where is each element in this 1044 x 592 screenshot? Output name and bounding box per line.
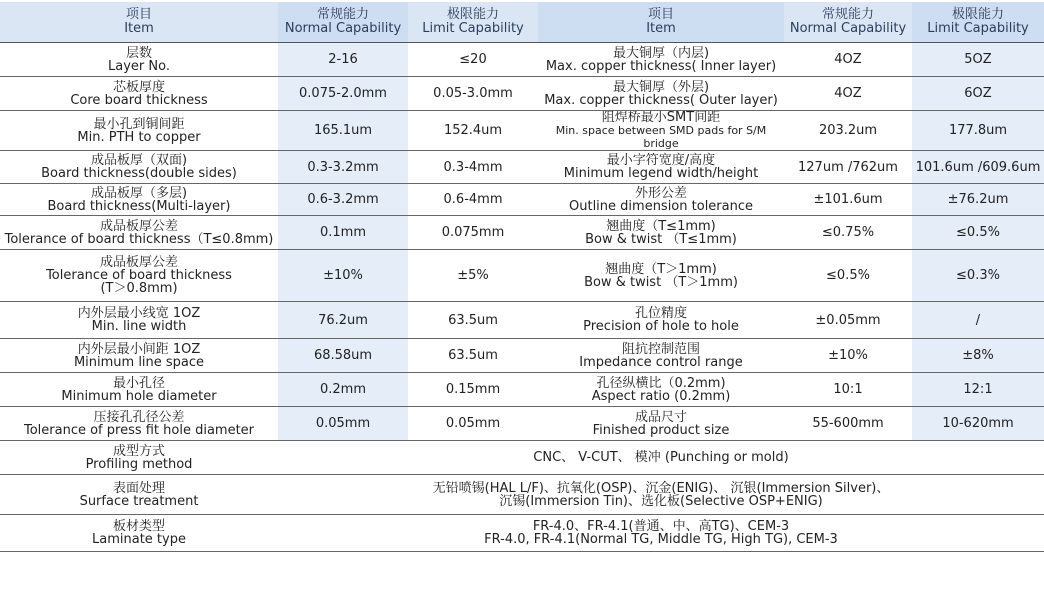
limit-value: 63.5um <box>408 339 538 373</box>
item-cell: 成品板厚（双面) Board thickness(double sides) <box>0 151 278 184</box>
normal-value: 2-16 <box>278 43 408 77</box>
item-cell: 内外层最小线宽 1OZ Min. line width <box>0 302 278 339</box>
table-row <box>0 184 1044 216</box>
item-cell: 外形公差 Outline dimension tolerance <box>538 184 784 216</box>
header-row <box>0 2 1044 43</box>
merged-value: CNC、 V-CUT、 模冲 (Punching or mold) <box>278 441 1044 475</box>
limit-value: 152.4um <box>408 111 538 151</box>
limit-value: ≤0.3% <box>912 250 1044 302</box>
limit-value: 0.05-3.0mm <box>408 77 538 111</box>
header-item-right: 项目 Item <box>538 2 784 43</box>
limit-value: ≤20 <box>408 43 538 77</box>
header-item-left: 项目 Item <box>0 2 278 43</box>
item-cell: 成型方式 Profiling method <box>0 441 278 475</box>
header-normal-left: 常规能力 Normal Capability <box>278 2 408 43</box>
limit-value: 63.5um <box>408 302 538 339</box>
table-row <box>0 407 1044 441</box>
item-cell: 芯板厚度 Core board thickness <box>0 77 278 111</box>
limit-value: 0.05mm <box>408 407 538 441</box>
item-cell: 阻抗控制范围 Impedance control range <box>538 339 784 373</box>
item-cell: 翘曲度（T≤1mm) Bow & twist （T≤1mm) <box>538 216 784 250</box>
table-row <box>0 302 1044 339</box>
limit-value: ±8% <box>912 339 1044 373</box>
header-normal-right: 常规能力 Normal Capability <box>784 2 912 43</box>
table-row <box>0 373 1044 407</box>
limit-value: ≤0.5% <box>912 216 1044 250</box>
capability-table <box>0 2 1044 552</box>
item-cell: 成品板厚公差 Tolerance of board thickness (T＞0.8mm) <box>0 250 278 302</box>
item-cell: 成品尺寸 Finished product size <box>538 407 784 441</box>
normal-value: 0.3-3.2mm <box>278 151 408 184</box>
normal-value: ±10% <box>784 339 912 373</box>
normal-value: 4OZ <box>784 43 912 77</box>
normal-value: 4OZ <box>784 77 912 111</box>
limit-value: 0.3-4mm <box>408 151 538 184</box>
item-cell: 最大铜厚（内层) Max. copper thickness( Inner layer) <box>538 43 784 77</box>
table-row <box>0 77 1044 111</box>
header-limit-right: 极限能力 Limit Capability <box>912 2 1044 43</box>
item-cell: 内外层最小间距 1OZ Minimum line space <box>0 339 278 373</box>
merged-row <box>0 475 1044 515</box>
normal-value: ≤0.75% <box>784 216 912 250</box>
item-cell: 最大铜厚（外层) Max. copper thickness( Outer layer) <box>538 77 784 111</box>
table-row <box>0 339 1044 373</box>
table-row <box>0 111 1044 151</box>
item-cell: 压接孔孔径公差 Tolerance of press fit hole diameter <box>0 407 278 441</box>
limit-value: ±76.2um <box>912 184 1044 216</box>
normal-value: ≤0.5% <box>784 250 912 302</box>
normal-value: 127um /762um <box>784 151 912 184</box>
normal-value: 0.05mm <box>278 407 408 441</box>
item-cell: 翘曲度（T＞1mm) Bow & twist （T＞1mm) <box>538 250 784 302</box>
normal-value: ±10% <box>278 250 408 302</box>
table-row <box>0 216 1044 250</box>
normal-value: 10:1 <box>784 373 912 407</box>
item-cell: 板材类型 Laminate type <box>0 515 278 552</box>
normal-value: 0.1mm <box>278 216 408 250</box>
item-cell: 最小字符宽度/高度 Minimum legend width/height <box>538 151 784 184</box>
item-cell: 表面处理 Surface treatment <box>0 475 278 515</box>
merged-value: 无铅喷锡(HAL L/F)、抗氧化(OSP)、沉金(ENIG)、 沉银(Immersion Silver)、 沉锡(Immersion Tin)、选化板(Selective OSP+ENIG) <box>278 475 1044 515</box>
item-cell: 孔径纵横比（0.2mm) Aspect ratio (0.2mm) <box>538 373 784 407</box>
limit-value: / <box>912 302 1044 339</box>
item-cell: 最小孔径 Minimum hole diameter <box>0 373 278 407</box>
limit-value: 5OZ <box>912 43 1044 77</box>
normal-value: 76.2um <box>278 302 408 339</box>
normal-value: ±0.05mm <box>784 302 912 339</box>
normal-value: 0.075-2.0mm <box>278 77 408 111</box>
table-row <box>0 43 1044 77</box>
item-cell: 最小孔到铜间距 Min. PTH to copper <box>0 111 278 151</box>
limit-value: 0.15mm <box>408 373 538 407</box>
normal-value: 68.58um <box>278 339 408 373</box>
item-cell: 成品板厚（多层) Board thickness(Multi-layer) <box>0 184 278 216</box>
limit-value: 101.6um /609.6um <box>912 151 1044 184</box>
item-cell: 阻焊桥最小SMT间距 Min. space between SMD pads for S/M bridge <box>538 111 784 151</box>
item-cell: 成品板厚公差 Tolerance of board thickness（T≤0.8mm) <box>0 216 278 250</box>
item-cell: 层数 Layer No. <box>0 43 278 77</box>
normal-value: 0.6-3.2mm <box>278 184 408 216</box>
item-cell: 孔位精度 Precision of hole to hole <box>538 302 784 339</box>
normal-value: 55-600mm <box>784 407 912 441</box>
limit-value: 6OZ <box>912 77 1044 111</box>
table-row <box>0 250 1044 302</box>
merged-row <box>0 441 1044 475</box>
normal-value: ±101.6um <box>784 184 912 216</box>
limit-value: 10-620mm <box>912 407 1044 441</box>
merged-value: FR-4.0、FR-4.1(普通、中、高TG)、CEM-3 FR-4.0, FR-4.1(Normal TG, Middle TG, High TG), CEM-3 <box>278 515 1044 552</box>
merged-row <box>0 515 1044 552</box>
normal-value: 165.1um <box>278 111 408 151</box>
limit-value: 0.075mm <box>408 216 538 250</box>
limit-value: 177.8um <box>912 111 1044 151</box>
limit-value: 12:1 <box>912 373 1044 407</box>
limit-value: 0.6-4mm <box>408 184 538 216</box>
normal-value: 203.2um <box>784 111 912 151</box>
normal-value: 0.2mm <box>278 373 408 407</box>
limit-value: ±5% <box>408 250 538 302</box>
header-limit-left: 极限能力 Limit Capability <box>408 2 538 43</box>
table-row <box>0 151 1044 184</box>
